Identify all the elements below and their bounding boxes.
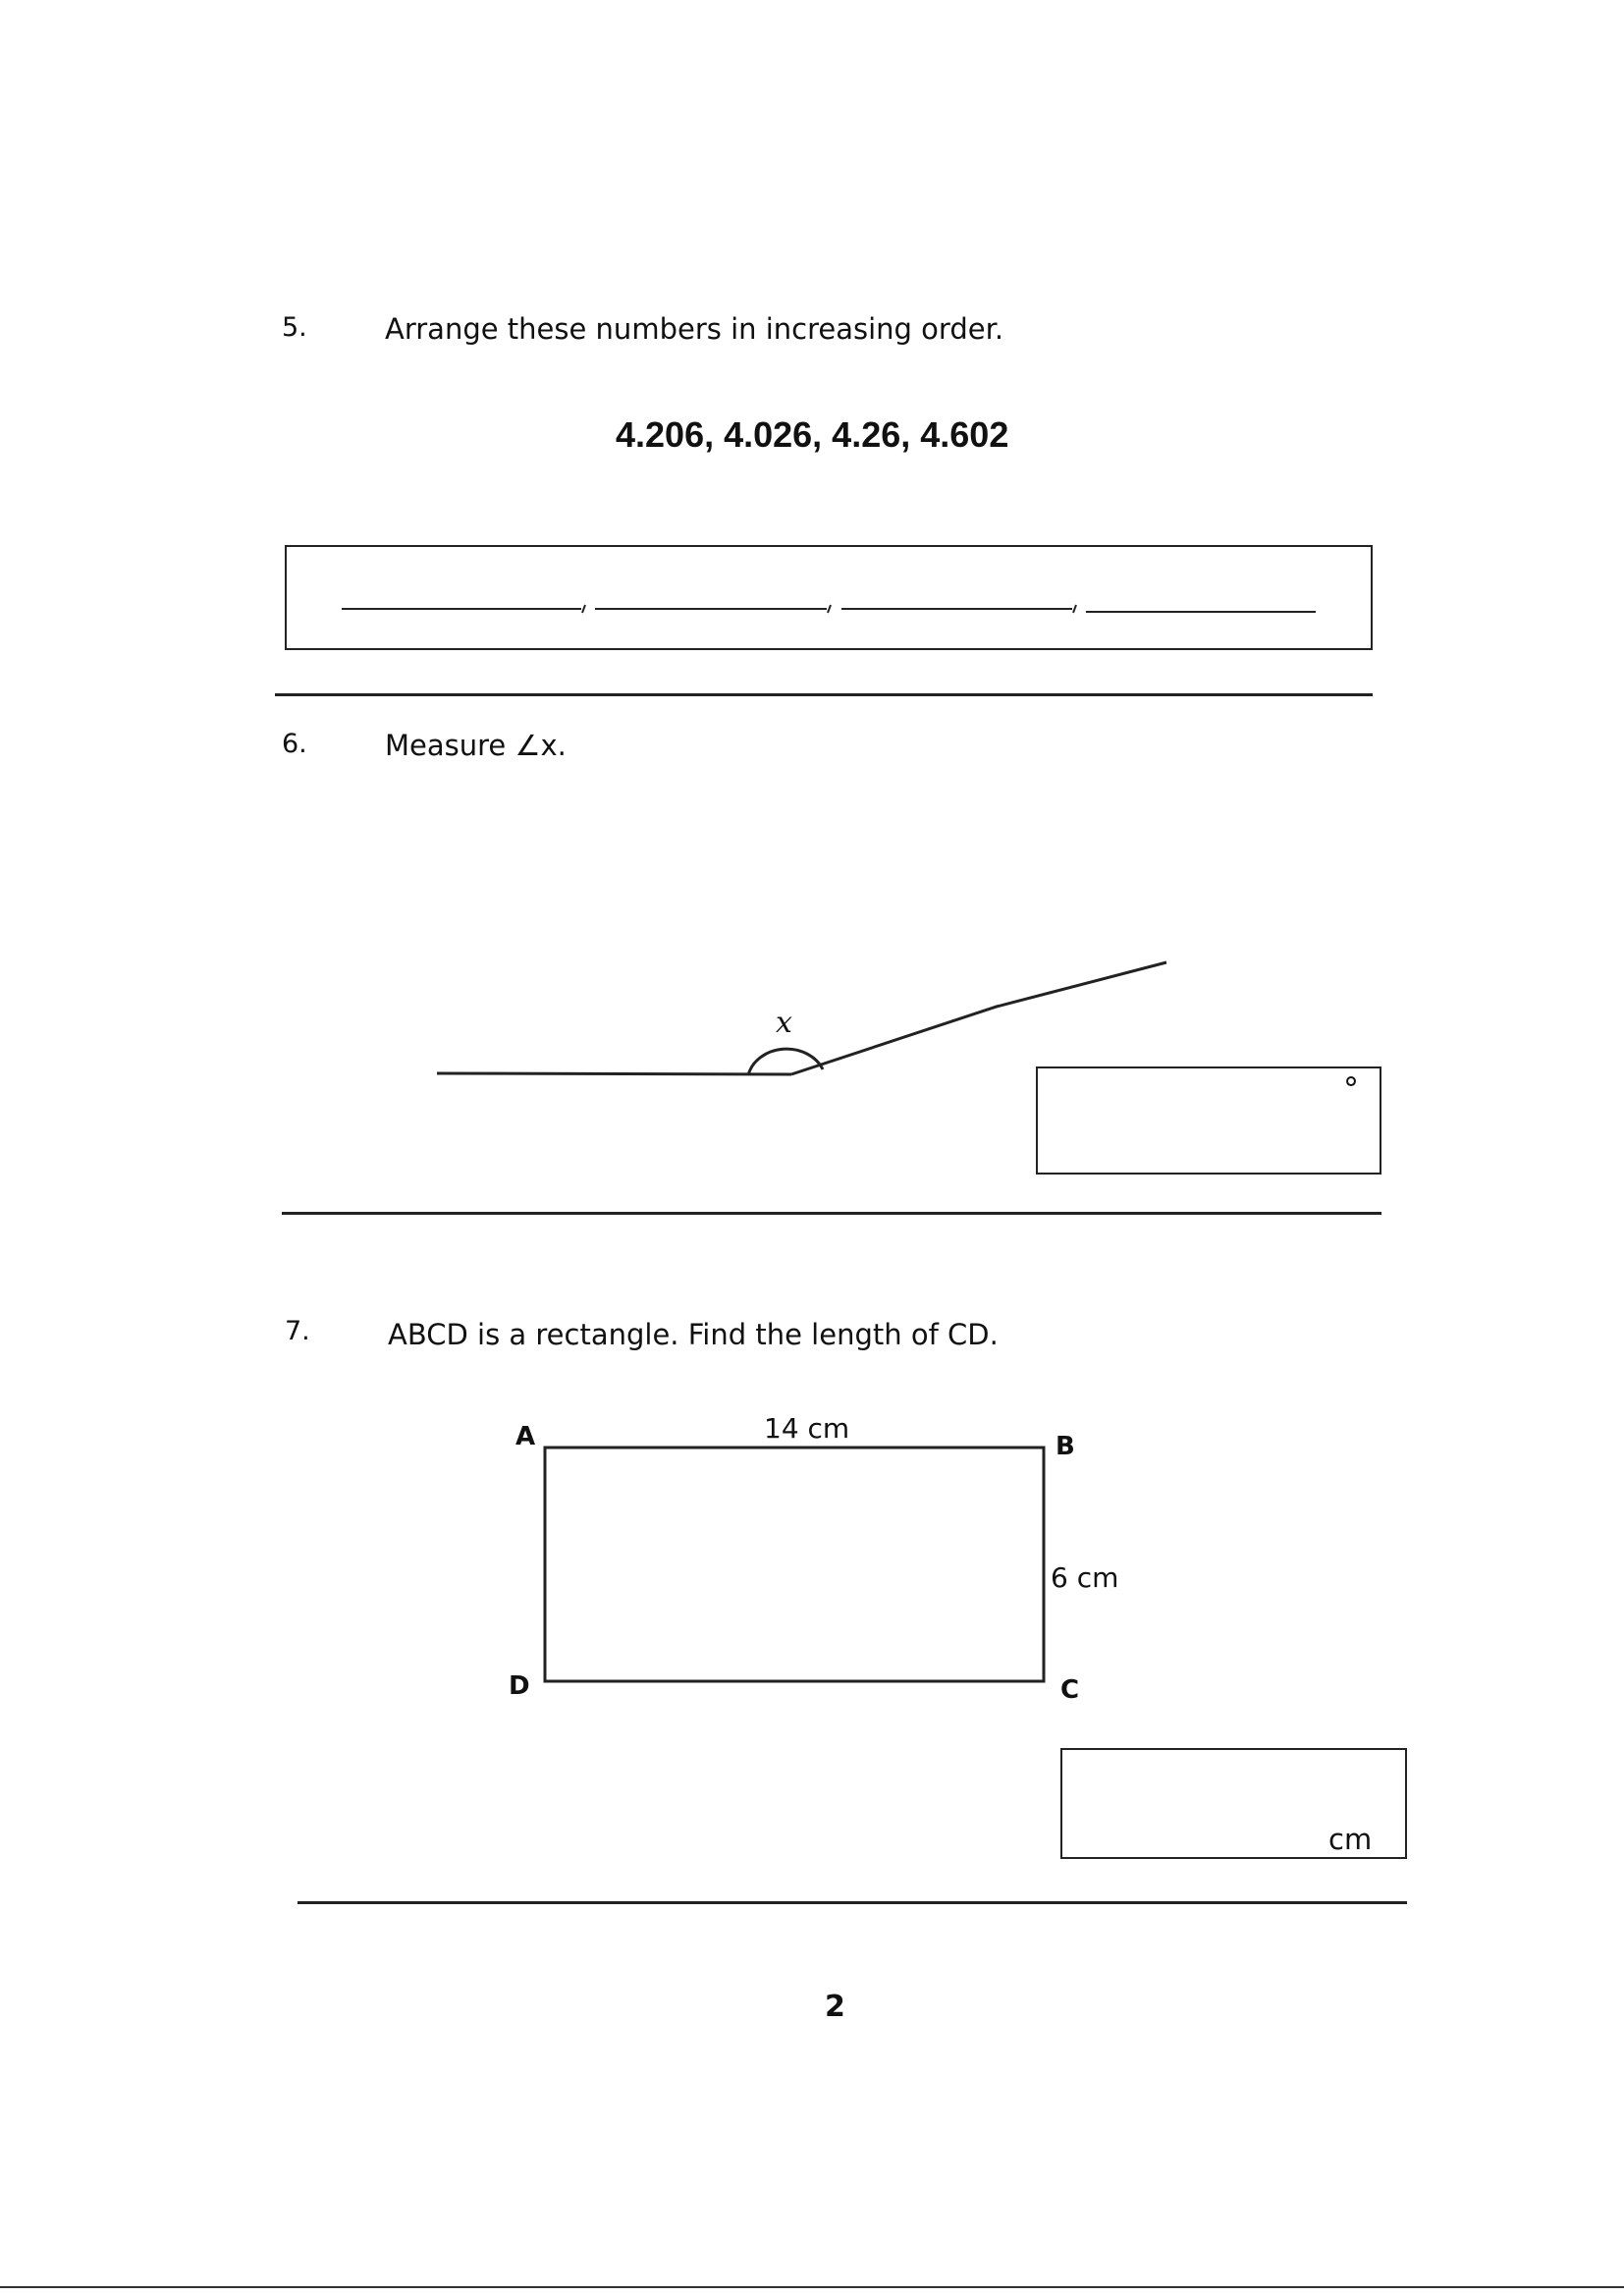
vertex-b-label: B (1056, 1432, 1075, 1461)
section-divider-3 (298, 1901, 1407, 1904)
vertex-a-label: A (515, 1422, 536, 1451)
length-bc-label: 6 cm (1051, 1561, 1119, 1594)
cm-unit: cm (1328, 1823, 1373, 1856)
question-5-text: Arrange these numbers in increasing order. (385, 312, 1004, 346)
question-7-text: ABCD is a rectangle. Find the length of CD. (388, 1318, 999, 1351)
rectangle-abcd (545, 1448, 1044, 1681)
bottom-edge-line (0, 2286, 1624, 2288)
question-7-number: 7. (285, 1316, 310, 1346)
vertex-c-label: C (1060, 1675, 1080, 1705)
length-ab-label: 14 cm (764, 1412, 850, 1445)
vertex-d-label: D (509, 1671, 530, 1701)
question-5-number: 5. (282, 312, 307, 343)
degree-unit: ° (1343, 1070, 1359, 1108)
page-number: 2 (825, 1990, 845, 2024)
numbers-to-order: 4.206, 4.026, 4.26, 4.602 (616, 414, 1009, 455)
question-6-number: 6. (282, 729, 307, 759)
question-6-text: Measure ∠x. (385, 729, 567, 762)
angle-label: x (776, 1006, 792, 1040)
